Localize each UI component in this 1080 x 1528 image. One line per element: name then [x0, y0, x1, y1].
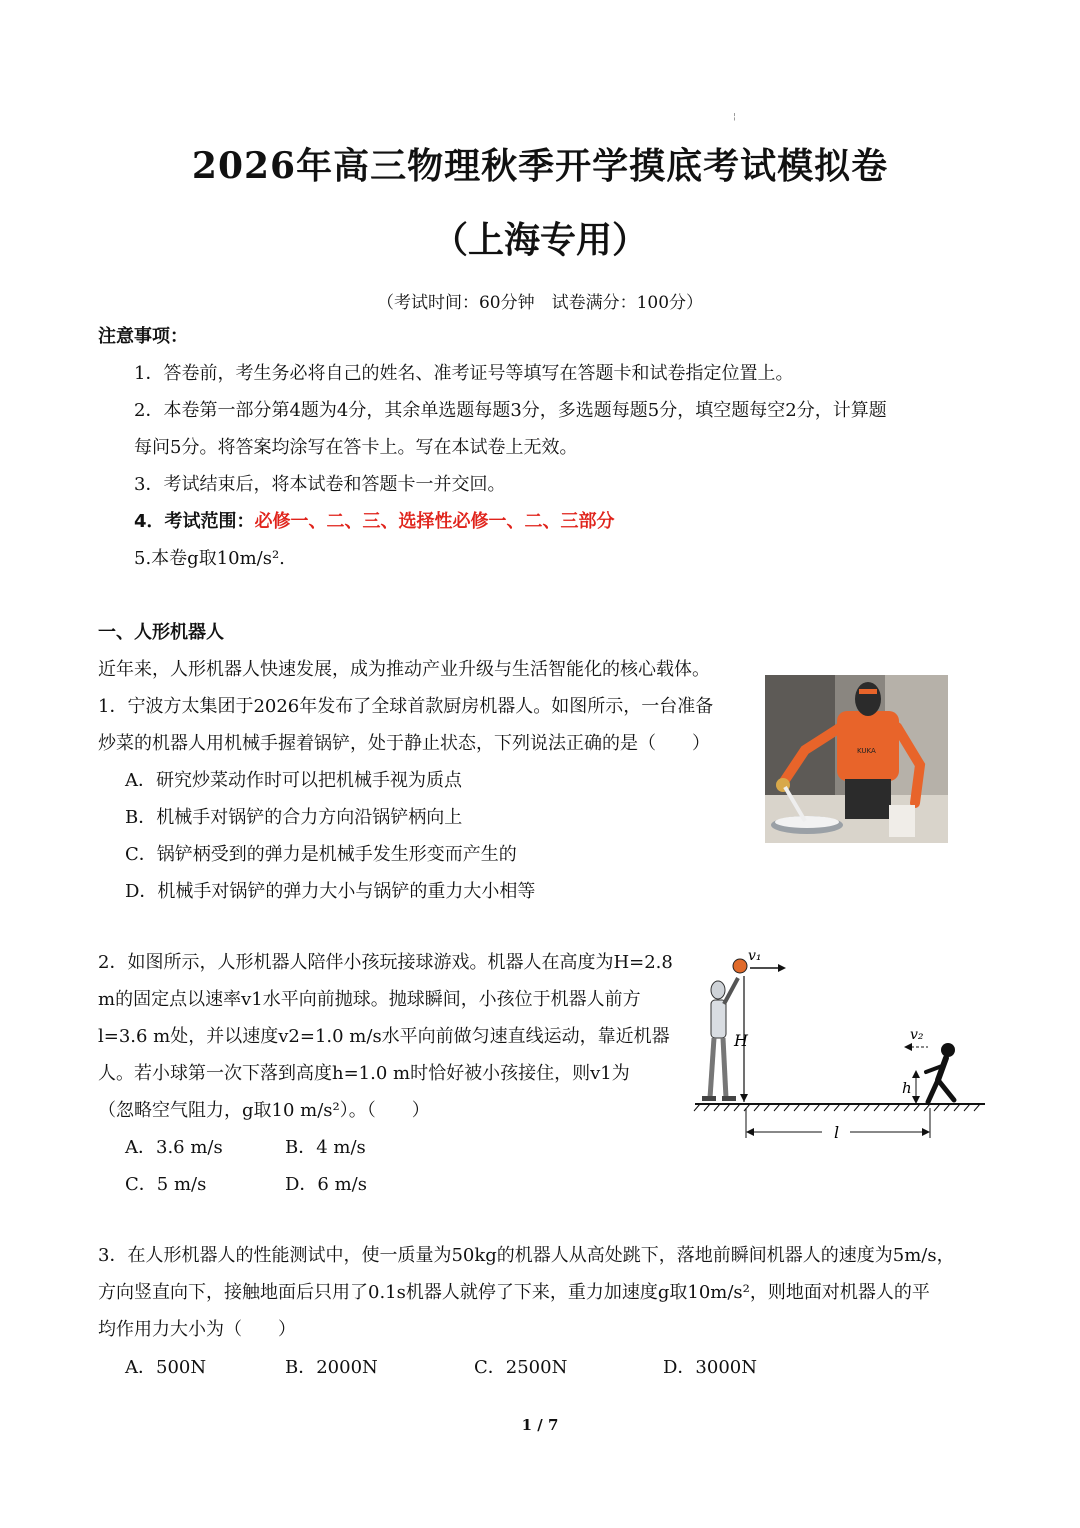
notice-item-4-value: 必修一、二、三、选择性必修一、二、三部分 [254, 511, 615, 532]
q2-stem-line5: （忽略空气阻力，g取10 m/s²）。（ ） [98, 1100, 430, 1121]
exam-info: （考试时间：60分钟 试卷满分：100分） [376, 293, 704, 313]
page-subtitle: （上海专用） [431, 219, 648, 261]
q3-stem-line3: 均作用力大小为（ ） [98, 1319, 296, 1340]
section-heading: 一、人形机器人 [98, 622, 224, 643]
q3-option-c: C．2500N [474, 1357, 568, 1378]
q2-option-c: C．5 m/s [125, 1174, 207, 1195]
q1-stem-line2: 炒菜的机器人用机械手握着锅铲，处于静止状态，下列说法正确的是（ ） [98, 733, 710, 754]
q1-option-d: D．机械手对锅铲的弹力大小与锅铲的重力大小相等 [125, 881, 536, 902]
robot-brand-label: KUKA [857, 747, 876, 755]
q3-option-d: D．3000N [663, 1357, 757, 1378]
v1-label: v₁ [748, 948, 762, 964]
robot-figure [702, 978, 738, 1101]
notice-item-3: 3．考试结束后，将本试卷和答题卡一并交回。 [134, 474, 506, 495]
q2-stem-line2: m的固定点以速率v1水平向前抛球。抛球瞬间，小孩位于机器人前方 [98, 989, 641, 1010]
notice-item-4-label: 4．考试范围： [134, 511, 255, 532]
notice-item-4 [134, 510, 615, 534]
page-number: 1 / 7 [521, 1416, 559, 1434]
robot-kitchen-photo [765, 675, 948, 843]
q3-stem-line1: 3．在人形机器人的性能测试中，使一质量为50kg的机器人从高处跳下，落地前瞬间机器人的速度为5m/s， [98, 1245, 955, 1266]
section-intro: 近年来，人形机器人快速发展，成为推动产业升级与生活智能化的核心载体。 [98, 659, 710, 680]
child-figure [926, 1043, 955, 1102]
q2-option-b: B．4 m/s [285, 1137, 366, 1158]
h-label: h [902, 1079, 912, 1097]
q3-option-a: A．500N [125, 1357, 207, 1378]
q1-stem-line1: 1．宁波方太集团于2026年发布了全球首款厨房机器人。如图所示，一台准备 [98, 696, 714, 717]
q2-option-d: D．6 m/s [285, 1174, 367, 1195]
notice-item-2b: 每问5分。将答案均涂写在答卡上。写在本试卷上无效。 [134, 437, 578, 458]
notice-heading: 注意事项： [98, 326, 188, 347]
notice-item-5: 5.本卷g取10m/s². [134, 548, 285, 569]
q2-option-a: A．3.6 m/s [125, 1137, 223, 1158]
q1-option-c: C．锅铲柄受到的弹力是机械手发生形变而产生的 [125, 844, 517, 865]
ball-throw-diagram [690, 948, 990, 1148]
q2-stem-line1: 2．如图所示，人形机器人陪伴小孩玩接球游戏。机器人在高度为H=2.8 [98, 952, 673, 973]
q3-stem-line2: 方向竖直向下，接触地面后只用了0.1s机器人就停了下来，重力加速度g取10m/s²，则地面对机器人的平 [98, 1282, 930, 1303]
page-title: 2026年高三物理秋季开学摸底考试模拟卷 [191, 145, 889, 187]
tiny-mark: ¦ [733, 112, 736, 121]
q2-stem-line3: l=3.6 m处，并以速度v2=1.0 m/s水平向前做匀速直线运动，靠近机器 [98, 1026, 670, 1047]
notice-item-1: 1．答卷前，考生务必将自己的姓名、准考证号等填写在答题卡和试卷指定位置上。 [134, 363, 794, 384]
v2-label: v₂ [910, 1027, 924, 1043]
q3-option-b: B．2000N [285, 1357, 378, 1378]
q2-stem-line4: 人。若小球第一次下落到高度h=1.0 m时恰好被小孩接住，则v1为 [98, 1063, 630, 1084]
H-label: H [734, 1031, 748, 1050]
q1-option-b: B．机械手对锅铲的合力方向沿锅铲柄向上 [125, 807, 463, 828]
notice-item-2a: 2．本卷第一部分第4题为4分，其余单选题每题3分，多选题每题5分，填空题每空2分，计算题 [134, 400, 887, 421]
l-label: l [834, 1123, 840, 1142]
q1-option-a: A．研究炒菜动作时可以把机械手视为质点 [125, 770, 462, 791]
